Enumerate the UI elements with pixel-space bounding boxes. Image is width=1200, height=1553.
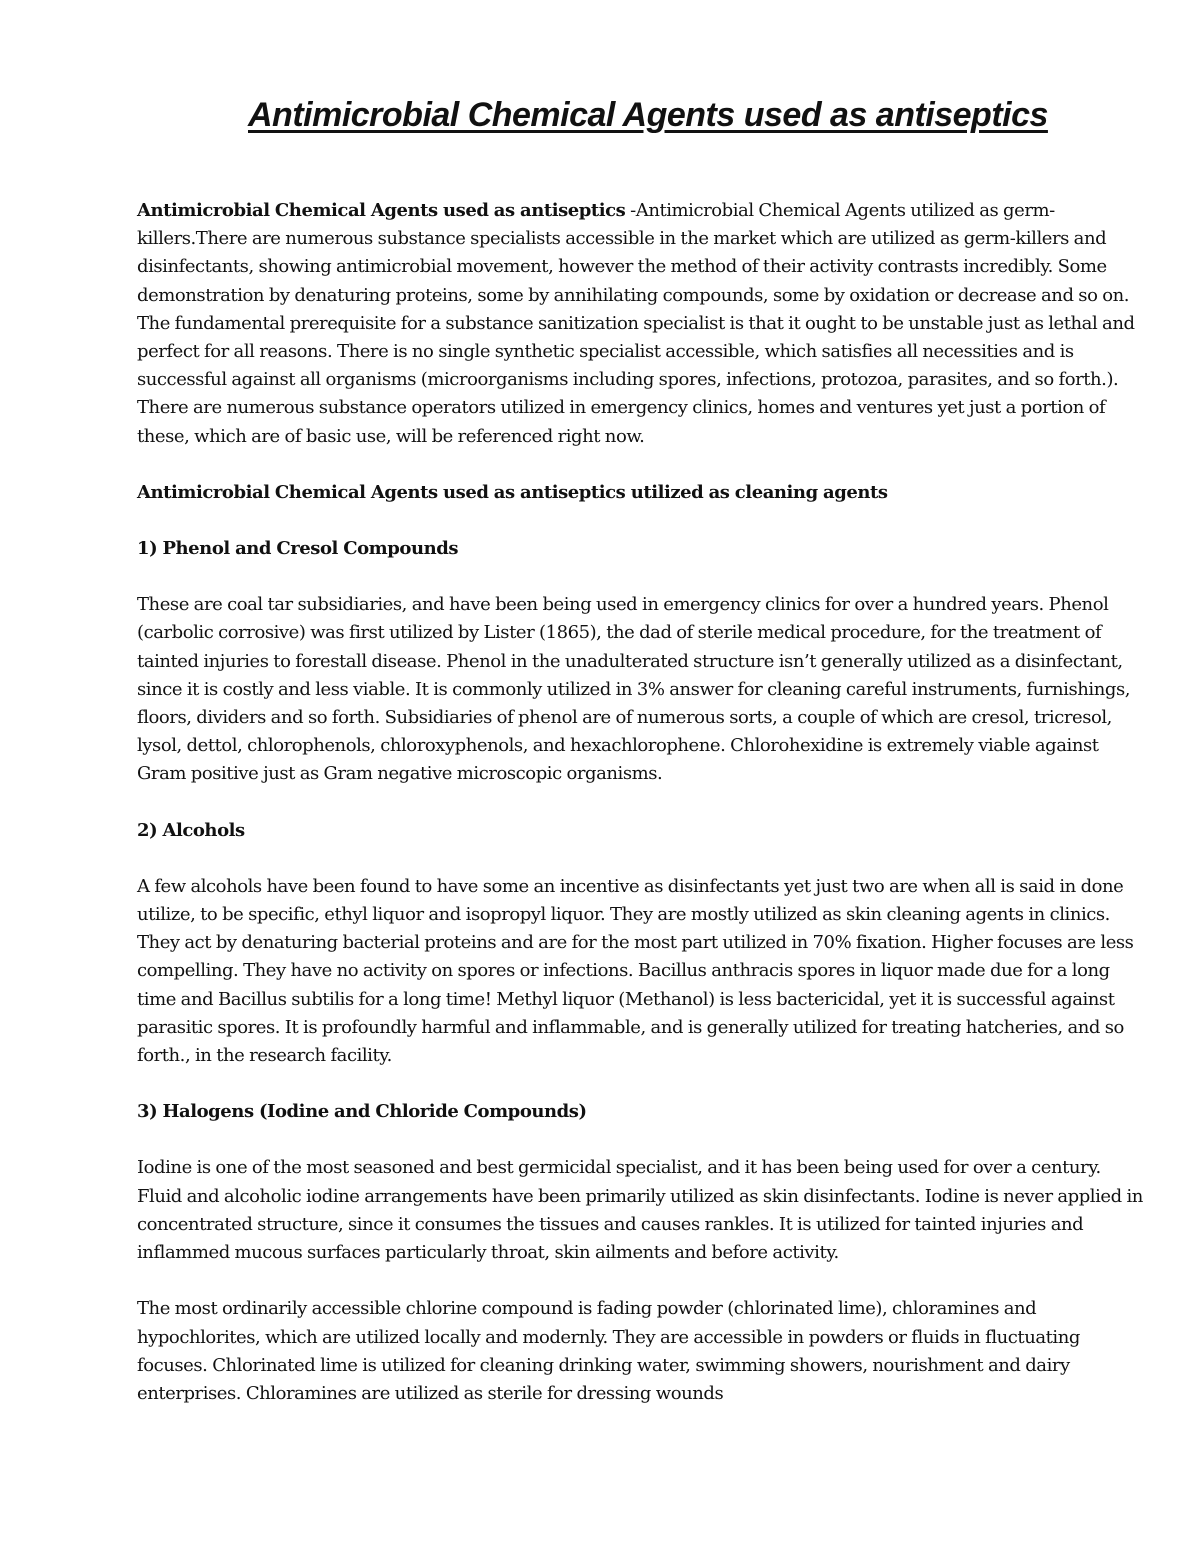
section-1-paragraph-1: These are coal tar subsidiaries, and have been being used in emergency clinics for over a hundred years. Phenol (carbolic corrosive) was first utilized by Lister (1865), the dad of sterile medical procedure, for the treatment of tainted injuries to forestall disease. Phenol in the unadulterated structure isn’t generally utilized as a disinfectant, since it is costly and less viable. It is commonly utilized in 3% answer for cleaning careful instruments, furnishings, floors, dividers and so forth. Subsidiaries of phenol are of numerous sorts, a couple of which are cresol, tricresol, lysol, dettol, chlorophenols, chloroxyphenols, and hexachlorophene. Chlorohexidine is extremely viable against Gram positive just as Gram negative microscopic organisms.: [137, 594, 1130, 785]
document-title: Antimicrobial Chemical Agents used as antiseptics: [248, 96, 1048, 134]
section-3-heading: 3) Halogens (Iodine and Chloride Compounds): [137, 1101, 587, 1123]
section-1-heading: 1) Phenol and Cresol Compounds: [137, 538, 459, 560]
section-2-heading: 2) Alcohols: [137, 819, 245, 841]
intro-paragraph: [137, 197, 1147, 451]
section-2-paragraph-1: A few alcohols have been found to have some an incentive as disinfectants yet just two are when all is said in done utilize, to be specific, ethyl liquor and isopropyl liquor. They are mostly utilized as skin cleaning agents in clinics. They act by denaturing bacterial proteins and are for the most part utilized in 70% fixation. Higher focuses are less compelling. They have no activity on spores or infections. Bacillus anthracis spores in liquor made due for a long time and Bacillus subtilis for a long time! Methyl liquor (Methanol) is less bactericidal, yet it is successful against parasitic spores. It is profoundly harmful and inflammable, and is generally utilized for treating hatcheries, and so forth., in the research facility.: [137, 875, 1134, 1067]
section-3-paragraph-1: Iodine is one of the most seasoned and best germicidal specialist, and it has been being used for over a century. Fluid and alcoholic iodine arrangements have been primarily utilized as skin disinfectants. Iodine is never applied in concentrated structure, since it consumes the tissues and causes rankles. It is utilized for tainted injuries and inflammed mucous surfaces particularly throat, skin ailments and before activity.: [137, 1157, 1143, 1264]
section-3-paragraph-2: The most ordinarily accessible chlorine compound is fading powder (chlorinated lime), chloramines and hypochlorites, which are utilized locally and modernly. They are accessible in powders or fluids in fluctuating focuses. Chlorinated lime is utilized for cleaning drinking water, swimming showers, nourishment and dairy enterprises. Chloramines are utilized as sterile for dressing wounds: [137, 1298, 1080, 1404]
intro-lead: Antimicrobial Chemical Agents used as antiseptics: [137, 200, 626, 221]
document-body: [137, 197, 1147, 1436]
intro-text: -Antimicrobial Chemical Agents utilized as germ-killers.There are numerous substance specialists accessible in the market which are utilized as germ-killers and disinfectants, showing antimicrobial movement, however the method of their activity contrasts incredibly. Some demonstration by denaturing proteins, some by annihilating compounds, some by oxidation or decrease and so on. The fundamental prerequisite for a substance sanitization specialist is that it ought to be unstable just as lethal and perfect for all reasons. There is no single synthetic specialist accessible, which satisfies all necessities and is successful against all organisms (microorganisms including spores, infections, protozoa, parasites, and so forth.). There are numerous substance operators utilized in emergency clinics, homes and ventures yet just a portion of these, which are of basic use, will be referenced right now.: [137, 200, 1135, 447]
section-heading: Antimicrobial Chemical Agents used as antiseptics utilized as cleaning agents: [137, 481, 888, 503]
